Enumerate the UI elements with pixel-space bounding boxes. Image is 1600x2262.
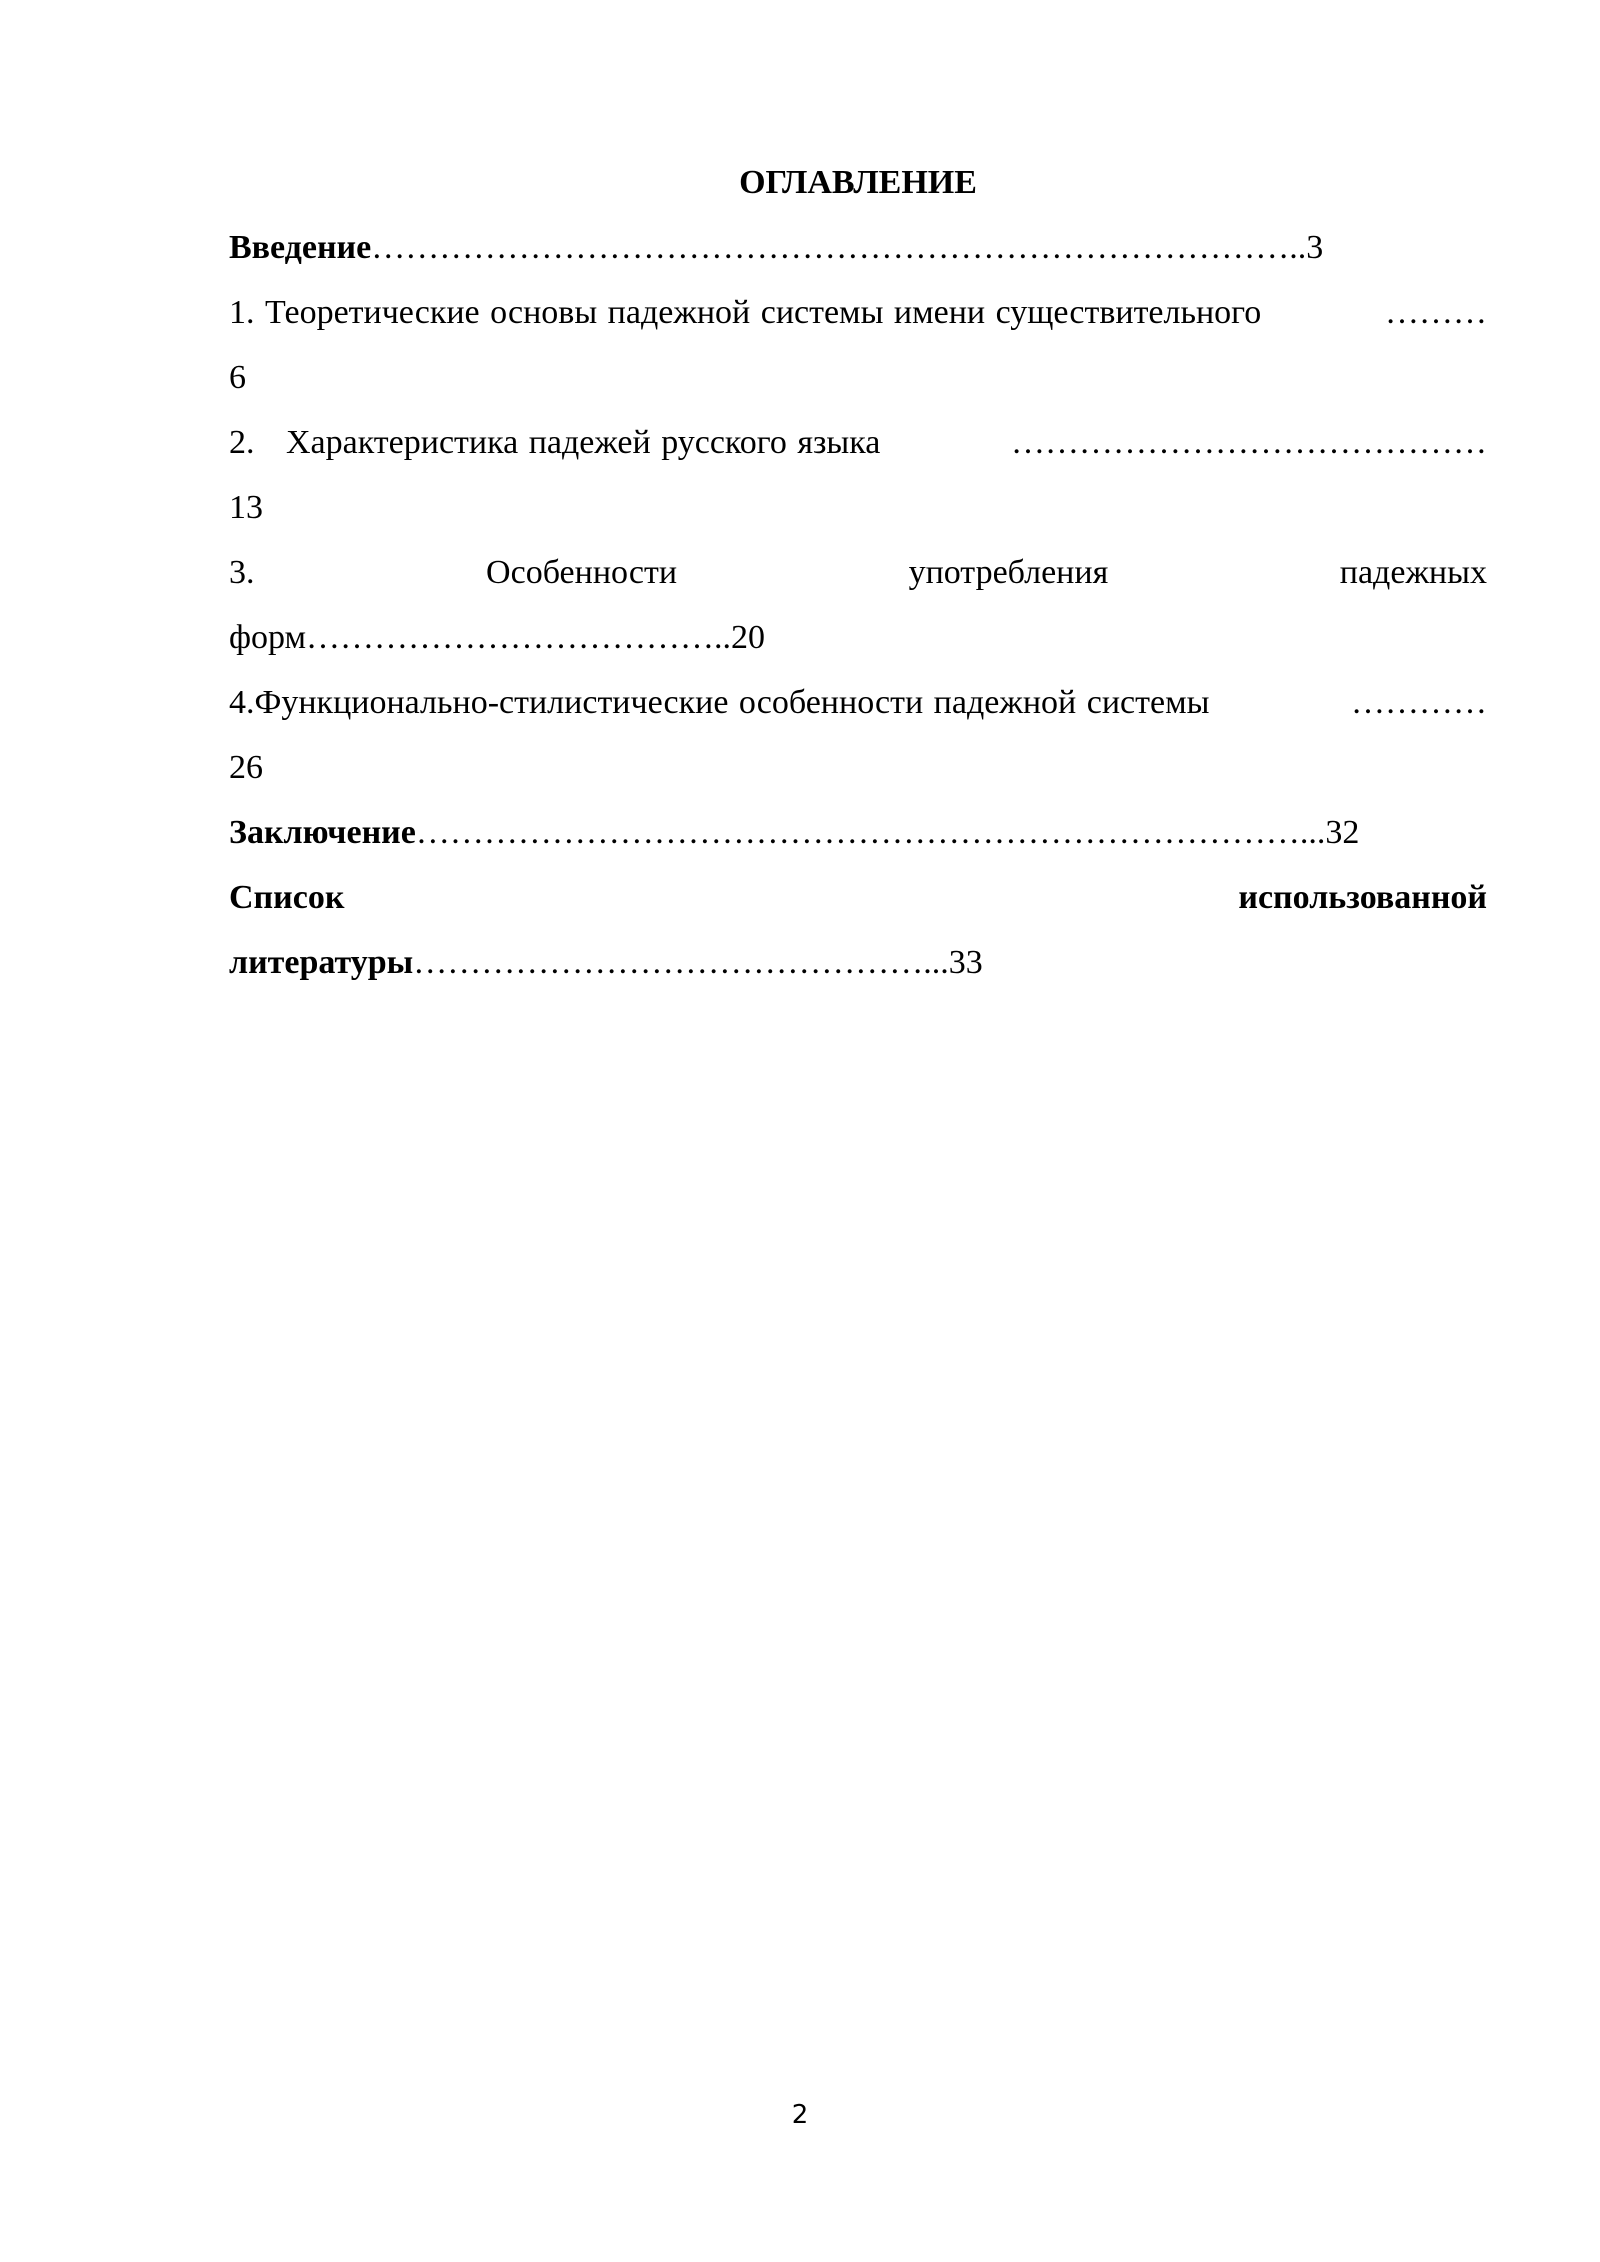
toc-entry-conclusion[interactable]	[229, 800, 1487, 865]
toc-entry-label: 4.Функционально-стилистические особенности падежной системы	[229, 684, 1210, 721]
toc-entry-chapter-4[interactable]	[229, 670, 1487, 800]
toc-entry-label-part: 3.	[229, 554, 255, 591]
toc-entry-leader: …………	[1351, 684, 1487, 721]
toc-entry-leader: ………………………………………...	[413, 944, 949, 981]
toc-entry-line	[229, 280, 1487, 345]
toc-entry-page: 32	[1325, 814, 1360, 851]
toc-entry-page: 20	[731, 619, 766, 656]
toc-entry-leader: ………………………………..	[306, 619, 732, 656]
toc-entry-page: 3	[1306, 229, 1324, 266]
toc-entry-line	[229, 410, 1487, 475]
toc-entry-label-line2: форм	[229, 619, 307, 656]
toc-entry-page: 26	[229, 749, 263, 786]
toc-entry-leader: ……………………………………	[1011, 424, 1487, 461]
toc-entry-line	[229, 540, 1487, 605]
toc-entry-leader: ………………………………………………………………………..	[371, 229, 1307, 266]
toc-entry-bibliography[interactable]	[229, 865, 1487, 995]
toc-entry-page: 33	[948, 944, 983, 981]
toc-entry-label: 1. Теоретические основы падежной системы имени существительного	[229, 294, 1262, 331]
toc-entry-label: Заключение	[229, 814, 416, 851]
toc-entry-leader: ……………………………………………………………………...	[415, 814, 1326, 851]
toc-entry-label: 2. Характеристика падежей русского языка	[229, 424, 881, 461]
page-number: 2	[791, 2100, 809, 2130]
toc-entry-line	[229, 865, 1487, 930]
toc-entry-label-part: падежных	[1339, 554, 1487, 591]
toc-entry-chapter-1[interactable]	[229, 280, 1487, 410]
toc-entry-label-part: употребления	[908, 554, 1109, 591]
toc-entry-label-line2: литературы	[229, 944, 414, 981]
toc-entry-page: 13	[229, 489, 263, 526]
toc-entry-leader: ………	[1385, 294, 1487, 331]
table-of-contents	[229, 150, 1487, 995]
toc-title: ОГЛАВЛЕНИЕ	[739, 164, 977, 201]
toc-entry-chapter-3[interactable]	[229, 540, 1487, 670]
toc-entry-label-part: Особенности	[486, 554, 678, 591]
toc-entry-introduction[interactable]	[229, 215, 1487, 280]
toc-entry-page: 6	[229, 359, 246, 396]
toc-entry-chapter-2[interactable]	[229, 410, 1487, 540]
toc-entry-label: Введение	[229, 229, 372, 266]
toc-entry-label-part: использованной	[1238, 879, 1487, 916]
toc-entry-label-part: Список	[229, 879, 345, 916]
toc-entry-line	[229, 670, 1487, 735]
